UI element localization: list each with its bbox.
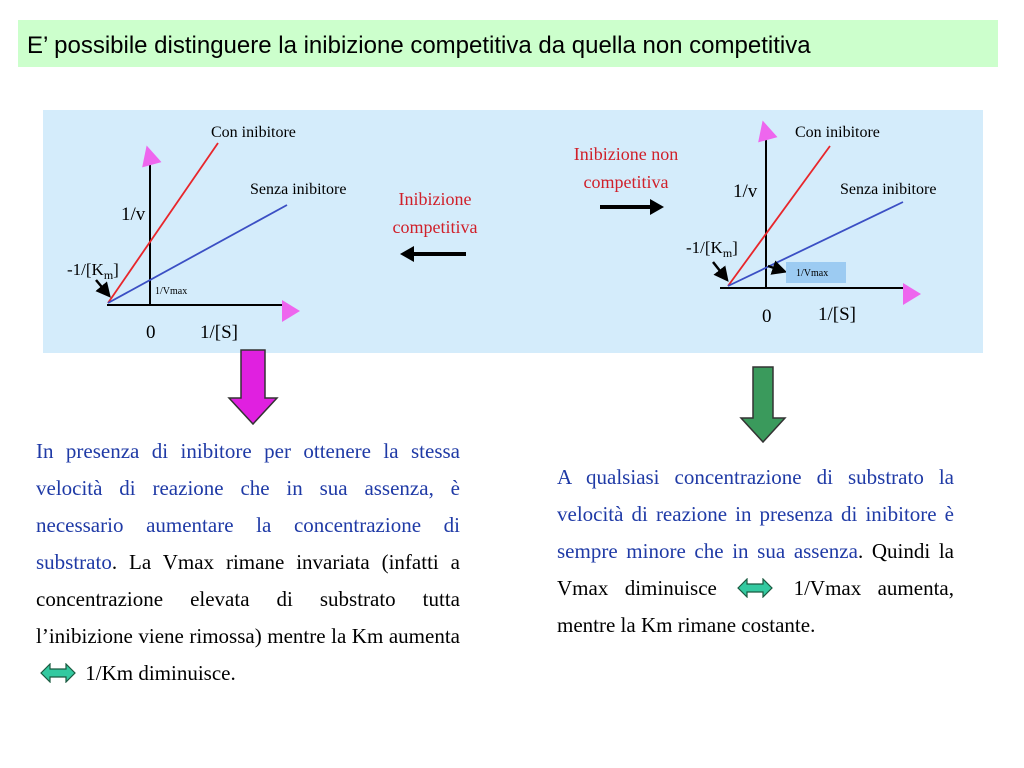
left-explanation — [36, 433, 460, 692]
left-y-axis-label: 1/v — [121, 204, 146, 225]
left-x-axis-arrow — [282, 300, 300, 322]
double-arrow-icon — [40, 663, 76, 683]
right-explanation-black-2: 1/Vmax aumenta, mentre la Km rimane costante. — [557, 576, 954, 637]
right-explanation-black-1: . Quindi la Vmax diminuisce — [557, 539, 954, 600]
left-explanation-black-2: 1/Km diminuisce. — [85, 661, 236, 685]
left-with-inhibitor-label: Con inibitore — [211, 124, 296, 141]
double-arrow-icon — [737, 578, 773, 598]
right-x-axis-label: 1/[S] — [818, 304, 856, 325]
right-explanation-blue: A qualsiasi concentrazione di substrato la velocità di reazione in presenza di inibitore è sempre minore che in sua assenza — [557, 465, 954, 563]
right-vmax-label: 1/Vmax — [796, 268, 829, 279]
noncompetitive-label-1: Inibizione non — [573, 144, 679, 164]
right-origin-label: 0 — [762, 306, 772, 327]
left-vmax-label: 1/Vmax — [155, 286, 188, 297]
slide-title: E’ possibile distinguere la inibizione competitiva da quella non competitiva — [27, 32, 811, 59]
right-without-inhibitor-label: Senza inibitore — [840, 181, 937, 198]
noncompetitive-label-2: competitiva — [583, 172, 669, 192]
right-km-pointer — [713, 262, 724, 276]
right-explanation — [557, 459, 954, 644]
left-pointing-arrow — [400, 246, 466, 262]
competitive-label-2: competitiva — [392, 217, 478, 237]
left-without-inhibitor-label: Senza inibitore — [250, 181, 347, 198]
left-graph — [67, 124, 346, 343]
right-y-axis-label: 1/v — [733, 181, 758, 202]
right-graph — [686, 118, 936, 327]
right-with-inhibitor-label: Con inibitore — [795, 124, 880, 141]
left-x-axis-label: 1/[S] — [200, 322, 238, 343]
left-explanation-blue: In presenza di inibitore per ottenere la stessa velocità di reazione che in sua assenza, è necessario aumentare la concentrazione di substrato — [36, 439, 460, 574]
left-km-label: $-1/[K_m]$ — [67, 260, 119, 282]
left-y-axis-arrow — [137, 143, 161, 167]
competitive-label-1: Inibizione — [398, 189, 472, 209]
green-down-arrow — [741, 367, 785, 442]
right-y-axis-arrow — [753, 118, 777, 142]
left-explanation-black-1: . La Vmax rimane invariata (infatti a concentrazione elevata di substrato tutta l’inibizione viene rimossa) mentre la Km aumenta — [36, 550, 460, 648]
right-km-label: $-1/[K_m]$ — [686, 238, 738, 260]
right-vmax-pointer — [768, 266, 780, 270]
left-origin-label: 0 — [146, 322, 156, 343]
magenta-down-arrow — [229, 350, 277, 424]
right-x-axis-arrow — [903, 283, 921, 305]
right-pointing-arrow — [600, 199, 664, 215]
